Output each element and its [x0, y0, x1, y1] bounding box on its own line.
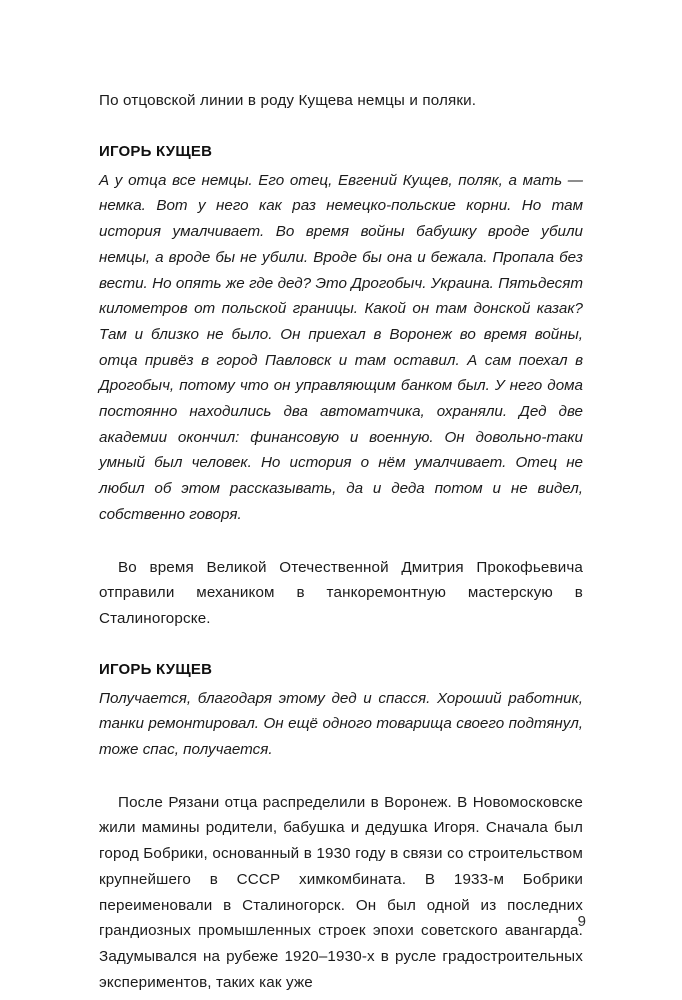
body-paragraph-2: Во время Великой Отечественной Дмитрия Прокофьевича отправили механиком в танкоремонтную мастерскую в Сталиногорске.: [99, 558, 583, 627]
spacer: [99, 763, 583, 790]
body-paragraph-3: После Рязани отца распределили в Воронеж. В Новомосковске жили мамины родители, бабушка и дедушка Игоря. Сначала был город Бобрики, основанный в 1930 году в связи со строительством крупнейшего в СССР химкомбината. В 1933-м Бобрики переименовали в Сталиногорск. Он был одной из последних грандиозных промышленных строек эпохи советского авангарда. Задумывался на рубеже 1920–1930-х в русле градостроительных экспериментов, таких как уже: [99, 793, 583, 991]
page-number: 9: [577, 913, 586, 930]
speaker-heading-igor-kushchev-2: ИГОРЬ КУЩЕВ: [99, 660, 213, 678]
quote-block-1: А у отца все немцы. Его отец, Евгений Кущев, поляк, а мать — немка. Вот у него как раз немецко-польские корни. Но там история умалчивает. Во время войны бабушку вроде убили немцы, а вроде бы не убили. Вроде бы она и бежала. Пропала без вести. Но опять же где дед? Это Дрогобыч. Украина. Пятьдесят километров от польской границы. Какой он там донской казак? Там и близко не было. Он приехал в Воронеж во время войны, отца привёз в город Павловск и там оставил. А сам поехал в Дрогобыч, потому что он управляющим банком был. У него дома постоянно находились два автоматчика, охраняли. Дед две академии окончил: финансовую и военную. Он довольно-таки умный был человек. Но история о нём умалчивает. Отец не любил об этом рассказывать, да и деда потом и не видел, собственно говоря.: [99, 171, 583, 523]
speaker-heading-igor-kushchev-1: ИГОРЬ КУЩЕВ: [99, 142, 213, 160]
spacer: [99, 114, 583, 141]
intro-paragraph: По отцовской линии в роду Кущева немцы и поляки.: [99, 92, 477, 109]
quote-block-2: Получается, благодаря этому дед и спасся. Хороший работник, танки ремонтировал. Он ещё одного товарища своего подтянул, тоже спас, получается.: [99, 689, 583, 759]
spacer: [99, 632, 583, 659]
text-column: [99, 88, 583, 995]
spacer: [99, 528, 583, 555]
